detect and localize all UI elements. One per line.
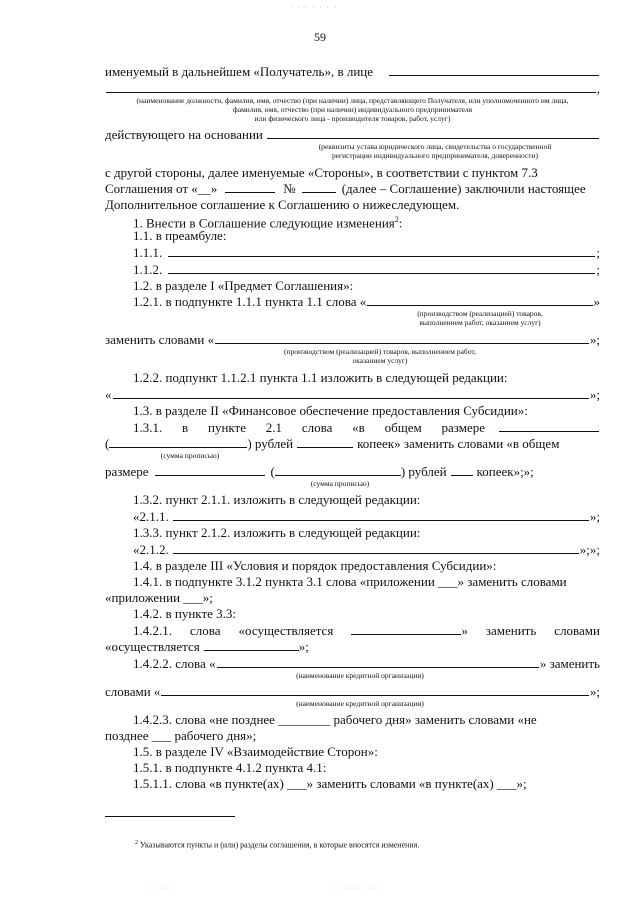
item-1-1-1-blank[interactable] — [168, 245, 595, 257]
item-1: 1. Внести в Соглашение следующие изменения$^2$: — [133, 215, 403, 231]
item-1-2: 1.2. в разделе I «Предмет Соглашения»: — [133, 278, 354, 293]
item-1-1-2: 1.1.2. ; — [133, 262, 600, 277]
item-1-4-2-1-cont: «осуществляется »; — [105, 639, 309, 654]
item-1-3: 1.3. в разделе II «Финансовое обеспечение предоставления Субсидии»: — [133, 403, 528, 418]
footnote-divider — [105, 816, 235, 817]
caption-goods-4: оказанием услуг) — [352, 356, 408, 365]
caption-bank-2: (наименование кредитной организации) — [296, 699, 424, 708]
caption-rep-2: фамилия, имя, отчество (при наличии) индивидуального предпринимателя — [232, 105, 473, 114]
caption-bank-1: (наименование кредитной организации) — [296, 671, 424, 680]
basis-blank[interactable] — [267, 127, 599, 139]
item-1-2-2-blank[interactable] — [113, 387, 589, 399]
caption-basis-2: регистрации индивидуального предпринимателя, доверенности) — [331, 151, 539, 160]
footnote-ref: 2 — [394, 215, 399, 224]
footnote — [135, 838, 419, 851]
replace-words-blank[interactable] — [215, 332, 589, 344]
item-1-2-2: 1.2.2. подпункт 1.1.2.1 пункта 1.1 изложить в следующей редакции: — [133, 370, 508, 385]
recipient-rep-blank[interactable] — [389, 64, 599, 76]
caption-sum-2: (сумма прописью) — [310, 479, 370, 488]
item-1-4-2: 1.4.2. в пункте 3.3: — [133, 606, 237, 621]
new-kopecks-blank[interactable] — [451, 464, 473, 476]
item-1-3-3: 1.3.3. пункт 2.1.2. изложить в следующей редакции: — [133, 525, 421, 540]
item-1-4-2-2: 1.4.2.2. слова « » заменить — [133, 656, 600, 671]
caption-goods-1: (производством (реализацией) товаров, — [417, 309, 543, 318]
item-1-4-2-1: 1.4.2.1. слова «осуществляется » заменить словами — [133, 623, 600, 638]
agreement-month-blank[interactable] — [225, 181, 275, 193]
item-1-2-1: 1.2.1. в подпункте 1.1.1 пункта 1.1 слова « » — [133, 294, 600, 309]
intro-end-line: Дополнительное соглашение к Соглашению о нижеследующем. — [105, 197, 460, 212]
item-1-3-3-text: «2.1.2. »;»; — [133, 542, 600, 557]
caption-goods-3: (производством (реализацией) товаров, выполнением работ, — [284, 347, 476, 356]
new-amount-blank[interactable] — [155, 464, 265, 476]
page-number: 59 — [314, 30, 326, 44]
sum-words-blank[interactable] — [109, 436, 247, 448]
item-1-4-1-cont: «приложении ___»; — [105, 590, 213, 605]
item-1-4-2-3-cont: позднее ___ рабочего дня»; — [105, 728, 257, 743]
item-1-3-1-new-amount: размере ( ) рублей копеек»;»; — [105, 464, 534, 479]
item-1-2-1-blank[interactable] — [367, 294, 592, 306]
basis-line: действующего на основании — [105, 127, 600, 142]
scan-artifact-right: · · · · · · · · · · · — [330, 884, 380, 893]
item-2-1-2-blank[interactable] — [173, 542, 579, 554]
caption-sum-1: (сумма прописью) — [160, 451, 220, 460]
item-1-5-1-1: 1.5.1.1. слова «в пункте(ах) ___» заменить словами «в пункте(ах) ___»; — [133, 776, 527, 791]
caption-rep-1: (наименование должности, фамилия, имя, отчество (при наличии) лица, представляющего Получателя, или уполномоченного им лица, — [136, 96, 569, 105]
caption-rep-3: или физического лица - производителя товаров, работ, услуг) — [254, 114, 451, 123]
item-1-3-1: 1.3.1. в пункте 2.1 слова «в общем размере — [105, 420, 600, 435]
new-sum-words-blank[interactable] — [275, 464, 401, 476]
item-1-3-2-text: «2.1.1. »; — [133, 509, 600, 524]
item-1-4-1: 1.4.1. в подпункте 3.1.2 пункта 3.1 слова «приложении ___» заменить словами — [133, 574, 567, 589]
caption-goods-2: выполнением работ, оказанием услуг) — [419, 318, 541, 327]
recipient-rep-blank-2[interactable] — [106, 81, 596, 93]
item-1-1-1: 1.1.1. ; — [133, 245, 600, 260]
agreement-ref-line: Соглашения от «__» № (далее – Соглашение) заключили настоящее — [105, 181, 586, 196]
caption-basis-1: (реквизиты устава юридического лица, свидетельства о государственной — [318, 142, 552, 151]
item-1-2-2-text: « »; — [105, 387, 600, 402]
item-1-3-1-amount: ( ) рублей копеек» заменить словами «в общем — [105, 436, 560, 451]
item-1-4-2-2-cont: словами « »; — [105, 684, 600, 699]
recipient-line: именуемый в дальнейшем «Получатель», в лице — [105, 64, 600, 79]
replace-words-line: заменить словами « »; — [105, 332, 600, 347]
scan-artifact-left: · · · · · — [150, 884, 172, 893]
item-1-1-2-blank[interactable] — [168, 262, 595, 274]
deadline-blank[interactable] — [351, 623, 461, 635]
item-2-1-1-blank[interactable] — [173, 509, 589, 521]
kopecks-blank[interactable] — [297, 436, 353, 448]
agreement-number-blank[interactable] — [302, 181, 336, 193]
item-1-5: 1.5. в разделе IV «Взаимодействие Сторон»: — [133, 744, 378, 759]
item-1-1: 1.1. в преамбуле: — [133, 228, 227, 243]
total-amount-blank[interactable] — [499, 420, 599, 432]
item-1-4: 1.4. в разделе III «Условия и порядок предоставления Субсидии»: — [133, 558, 497, 573]
item-1-5-1: 1.5.1. в подпункте 4.1.2 пункта 4.1: — [133, 760, 327, 775]
item-1-3-2: 1.3.2. пункт 2.1.1. изложить в следующей редакции: — [133, 492, 421, 507]
header-stamp: · · · · · · · — [290, 2, 338, 12]
item-1-4-2-3: 1.4.2.3. слова «не позднее ________ рабочего дня» заменить словами «не — [133, 712, 537, 727]
footnote-mark: 2 — [135, 840, 138, 846]
recipient-rep-line-2: , — [105, 81, 600, 96]
new-deadline-blank[interactable] — [204, 639, 299, 651]
bank-name-blank[interactable] — [217, 656, 539, 668]
footnote-text: Указываются пункты и (или) разделы соглашения, в которые вносятся изменения. — [140, 840, 420, 850]
parties-line: с другой стороны, далее именуемые «Стороны», в соответствии с пунктом 7.3 — [105, 165, 538, 180]
new-bank-name-blank[interactable] — [161, 684, 588, 696]
